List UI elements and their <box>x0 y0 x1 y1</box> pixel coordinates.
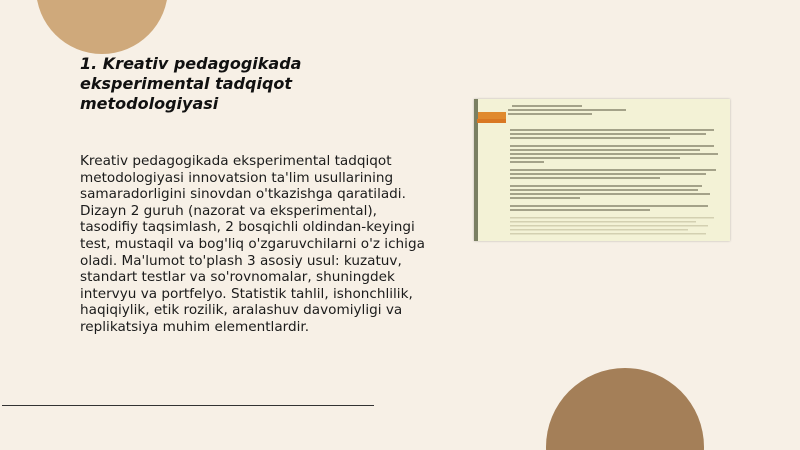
divider-line <box>2 405 374 406</box>
decorative-circle-top <box>36 0 168 54</box>
decorative-circle-bottom <box>546 368 704 450</box>
slide-body-text: Kreativ pedagogikada eksperimental tadqiqot metodologiyasi innovatsion ta'lim usullarining samaradorligini sinovdan o'tkazishga qaratiladi. Dizayn 2 guruh (nazorat va eksperimental), tasodifiy taqsimlash, 2 bosqichli oldindan-keyingi test, mustaqil va bog'liq o'zgaruvchilarni o'z ichiga oladi. Ma'lumot to'plash 3 asosiy usul: kuzatuv, standart testlar va so'rovnomalar, shuningdek intervyu va portfelyo. Statistik tahlil, ishonchlilik, haqiqiylik, etik rozilik, aralashuv davomiyligi va replikatsiya muhim elementlardir. <box>80 153 425 335</box>
slide-title: 1. Kreativ pedagogikada eksperimental tadqiqot metodologiyasi <box>80 54 302 113</box>
document-page-image <box>474 99 730 241</box>
document-text-lines <box>474 99 730 241</box>
